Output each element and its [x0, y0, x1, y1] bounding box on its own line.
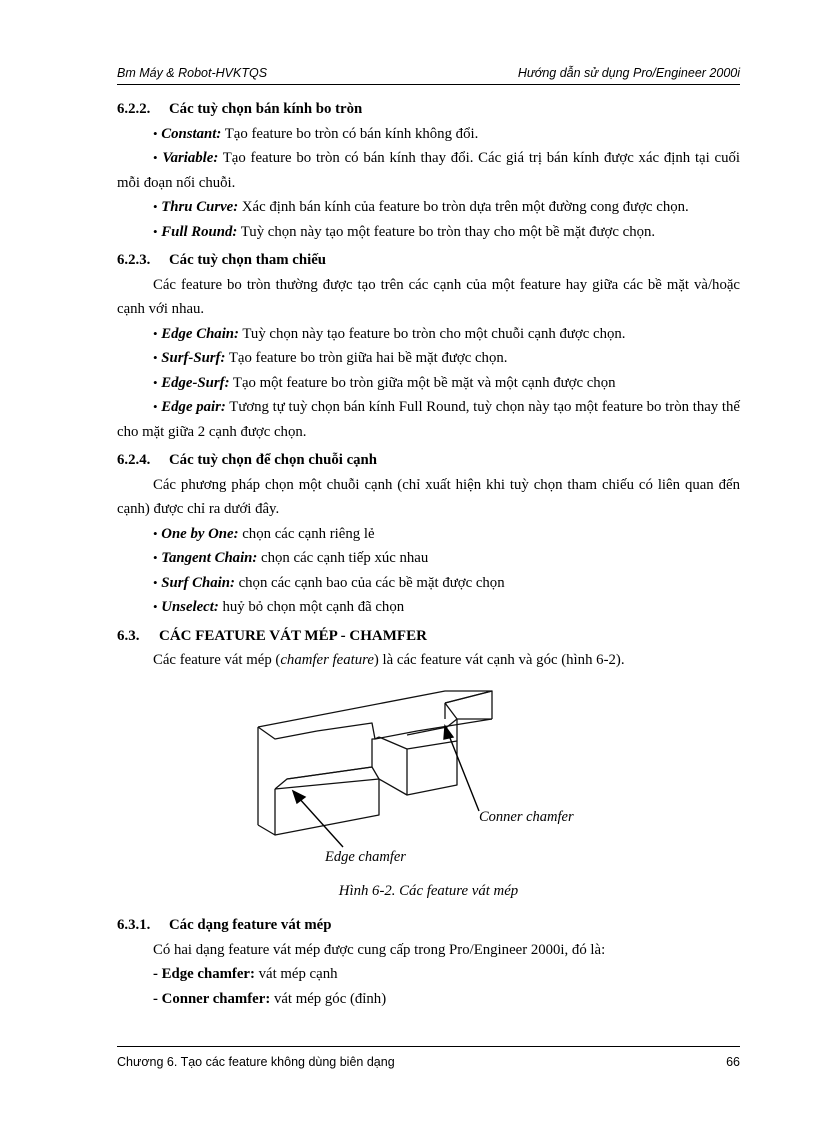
- label-corner-chamfer: Conner chamfer: [479, 808, 574, 825]
- page-content: [117, 93, 740, 1011]
- list-item: • Surf-Surf: Tạo feature bo tròn giữa hai bề mặt được chọn.: [153, 350, 508, 366]
- page-header: [117, 66, 740, 85]
- paragraph: Các feature vát mép (chamfer feature) là các feature vát cạnh và góc (hình 6-2).: [153, 652, 625, 668]
- list-item: • Tangent Chain: chọn các cạnh tiếp xúc nhau: [153, 550, 429, 566]
- paragraph: Có hai dạng feature vát mép được cung cấp trong Pro/Engineer 2000i, đó là:: [153, 941, 606, 958]
- list-item: • Thru Curve: Xác định bán kính của feature bo tròn dựa trên một đường cong được chọn.: [153, 199, 689, 215]
- label-edge-chamfer: Edge chamfer: [325, 848, 406, 865]
- section-heading-6-3: 6.3. CÁC FEATURE VÁT MÉP - CHAMFER: [117, 627, 427, 644]
- figure-chamfer: [117, 679, 740, 879]
- list-item: • Unselect: huỷ bỏ chọn một cạnh đã chọn: [153, 599, 405, 615]
- section-heading-6-2-3: 6.2.3. Các tuỳ chọn tham chiếu: [117, 252, 327, 268]
- list-item: • Edge pair: Tương tự tuỳ chọn bán kính Full Round, tuỳ chọn này tạo một feature bo tròn thay thế cho mặt giữa 2 cạnh được chọn.: [117, 399, 740, 440]
- list-item: • Edge-Surf: Tạo một feature bo tròn giữa một bề mặt và một cạnh được chọn: [153, 374, 616, 391]
- list-item: • Constant: Tạo feature bo tròn có bán kính không đổi.: [153, 125, 479, 142]
- section-heading-6-2-2: 6.2.2. Các tuỳ chọn bán kính bo tròn: [117, 101, 363, 117]
- list-item: • Surf Chain: chọn các cạnh bao của các bề mặt được chọn: [153, 574, 505, 591]
- page-footer: [117, 1046, 740, 1069]
- section-heading-6-2-4: 6.2.4. Các tuỳ chọn để chọn chuỗi cạnh: [117, 452, 378, 468]
- figure-caption: Hình 6-2. Các feature vát mép: [338, 882, 519, 899]
- section-heading-6-3-1: 6.3.1. Các dạng feature vát mép: [117, 917, 332, 933]
- list-item: • Variable: Tạo feature bo tròn có bán kính thay đổi. Các giá trị bán kính được xác định tại cuối mỗi đoạn nối chuỗi.: [117, 150, 740, 191]
- list-item: - Edge chamfer: vát mép cạnh: [153, 966, 338, 982]
- paragraph: Các phương pháp chọn một chuỗi cạnh (chỉ xuất hiện khi tuỳ chọn tham chiếu có liên quan đến cạnh) được chỉ ra dưới đây.: [117, 476, 740, 517]
- paragraph: Các feature bo tròn thường được tạo trên các cạnh của một feature hay giữa các bề mặt và/hoặc cạnh với nhau.: [117, 276, 740, 317]
- header-right: Hướng dẫn sử dụng Pro/Engineer 2000i: [517, 66, 740, 80]
- list-item: • One by One: chọn các cạnh riêng lẻ: [153, 525, 375, 542]
- chamfer-block-drawing: [117, 679, 740, 879]
- list-item: - Conner chamfer: vát mép góc (đỉnh): [153, 990, 387, 1007]
- list-item: • Edge Chain: Tuỳ chọn này tạo feature bo tròn cho một chuỗi cạnh được chọn.: [153, 325, 626, 342]
- list-item: • Full Round: Tuỳ chọn này tạo một feature bo tròn thay cho một bề mặt được chọn.: [153, 223, 656, 240]
- header-left: Bm Máy & Robot-HVKTQS: [117, 66, 268, 80]
- page-number: 66: [726, 1055, 740, 1069]
- footer-chapter: Chương 6. Tạo các feature không dùng biên dạng: [117, 1055, 395, 1069]
